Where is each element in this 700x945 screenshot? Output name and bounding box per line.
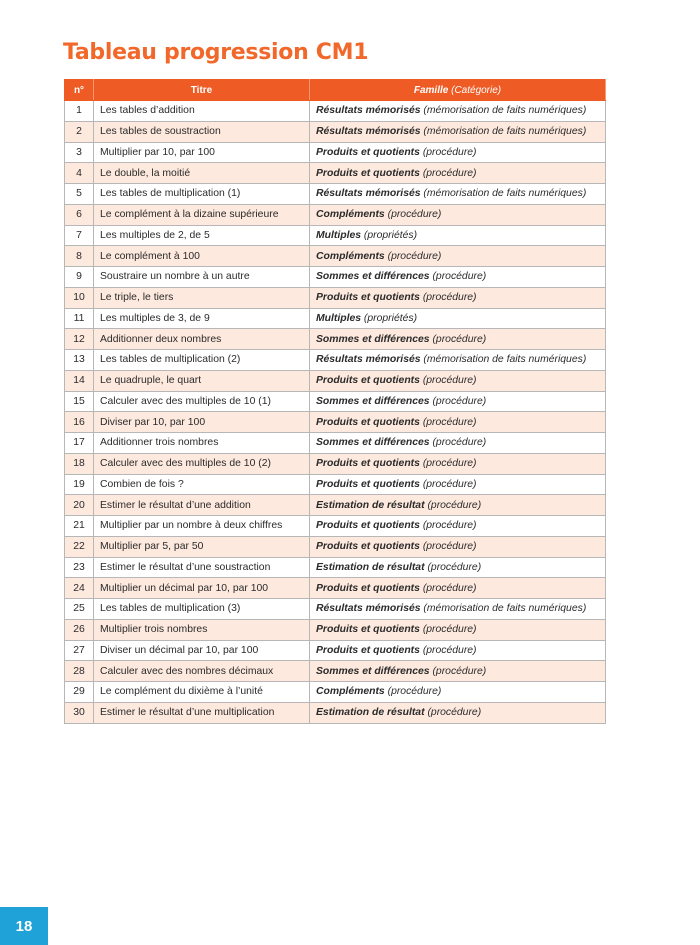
row-family-cell <box>310 578 606 599</box>
table-row <box>65 702 606 723</box>
table-row <box>65 682 606 703</box>
row-family-cell <box>310 121 606 142</box>
row-family-cell <box>310 640 606 661</box>
row-number: 17 <box>65 433 94 454</box>
row-family: Produits et quotients <box>316 375 420 387</box>
row-title: Multiplier par 5, par 50 <box>94 536 310 557</box>
row-number: 7 <box>65 225 94 246</box>
row-number: 28 <box>65 661 94 682</box>
page-title: Tableau progression CM1 <box>63 40 369 65</box>
row-category: (procédure) <box>422 375 477 387</box>
row-family: Compléments <box>316 209 385 221</box>
row-category: (mémorisation de faits numériques) <box>423 188 587 200</box>
row-number: 25 <box>65 599 94 620</box>
row-family-cell <box>310 204 606 225</box>
row-family-cell <box>310 101 606 122</box>
row-family-cell <box>310 682 606 703</box>
row-number: 1 <box>65 101 94 122</box>
row-number: 8 <box>65 246 94 267</box>
row-category: (procédure) <box>422 167 477 179</box>
row-category: (procédure) <box>422 541 477 553</box>
table-row <box>65 163 606 184</box>
row-family: Produits et quotients <box>316 167 420 179</box>
row-family-cell <box>310 619 606 640</box>
row-number: 14 <box>65 370 94 391</box>
row-category: (propriétés) <box>363 312 418 324</box>
row-family: Résultats mémorisés <box>316 126 421 138</box>
table-row <box>65 516 606 537</box>
row-family-cell <box>310 433 606 454</box>
row-family: Produits et quotients <box>316 520 420 532</box>
table-row <box>65 557 606 578</box>
row-family-cell <box>310 370 606 391</box>
row-family-cell <box>310 308 606 329</box>
row-number: 4 <box>65 163 94 184</box>
table-row <box>65 287 606 308</box>
row-number: 11 <box>65 308 94 329</box>
row-title: Estimer le résultat d’une soustraction <box>94 557 310 578</box>
row-family-cell <box>310 391 606 412</box>
row-family: Produits et quotients <box>316 458 420 470</box>
row-family: Multiples <box>316 312 362 324</box>
row-title: Le complément du dixième à l’unité <box>94 682 310 703</box>
table-row <box>65 391 606 412</box>
row-family-cell <box>310 329 606 350</box>
row-title: Additionner deux nombres <box>94 329 310 350</box>
row-title: Les tables d’addition <box>94 101 310 122</box>
row-title: Multiplier par un nombre à deux chiffres <box>94 516 310 537</box>
row-family: Produits et quotients <box>316 478 420 490</box>
row-family: Sommes et différences <box>316 395 430 407</box>
row-family-cell <box>310 184 606 205</box>
row-title: Les tables de soustraction <box>94 121 310 142</box>
row-family: Compléments <box>316 250 385 262</box>
row-number: 9 <box>65 267 94 288</box>
row-family-cell <box>310 163 606 184</box>
row-number: 20 <box>65 495 94 516</box>
row-title: Calculer avec des multiples de 10 (1) <box>94 391 310 412</box>
row-title: Calculer avec des nombres décimaux <box>94 661 310 682</box>
page-number: 18 <box>0 907 48 945</box>
row-family: Estimation de résultat <box>316 561 425 573</box>
table-row <box>65 536 606 557</box>
row-category: (procédure) <box>422 520 477 532</box>
row-family-cell <box>310 267 606 288</box>
row-number: 18 <box>65 453 94 474</box>
row-family-cell <box>310 350 606 371</box>
row-family: Sommes et différences <box>316 437 430 449</box>
row-title: Estimer le résultat d’une addition <box>94 495 310 516</box>
row-category: (procédure) <box>432 271 487 283</box>
row-number: 29 <box>65 682 94 703</box>
row-category: (procédure) <box>432 665 487 677</box>
table-row <box>65 184 606 205</box>
row-family: Produits et quotients <box>316 644 420 656</box>
row-family-cell <box>310 287 606 308</box>
row-number: 22 <box>65 536 94 557</box>
row-category: (procédure) <box>432 395 487 407</box>
row-category: (mémorisation de faits numériques) <box>423 126 587 138</box>
row-family: Produits et quotients <box>316 624 420 636</box>
row-family-cell <box>310 453 606 474</box>
row-family: Produits et quotients <box>316 416 420 428</box>
row-number: 16 <box>65 412 94 433</box>
row-title: Les tables de multiplication (2) <box>94 350 310 371</box>
table-row <box>65 121 606 142</box>
row-category: (procédure) <box>387 209 442 221</box>
row-category: (procédure) <box>422 458 477 470</box>
header-title: Titre <box>94 80 310 101</box>
row-title: Additionner trois nombres <box>94 433 310 454</box>
table-row <box>65 412 606 433</box>
row-number: 24 <box>65 578 94 599</box>
row-category: (procédure) <box>422 478 477 490</box>
row-family: Résultats mémorisés <box>316 354 421 366</box>
row-family: Estimation de résultat <box>316 707 425 719</box>
row-family-cell <box>310 142 606 163</box>
row-family-cell <box>310 599 606 620</box>
header-family <box>310 80 606 101</box>
table-header-row <box>65 80 606 101</box>
row-title: Le quadruple, le quart <box>94 370 310 391</box>
header-num: n° <box>65 80 94 101</box>
row-family-cell <box>310 702 606 723</box>
row-category: (propriétés) <box>363 229 418 241</box>
row-number: 2 <box>65 121 94 142</box>
table-row <box>65 619 606 640</box>
row-title: Les tables de multiplication (3) <box>94 599 310 620</box>
row-family-cell <box>310 516 606 537</box>
progression-table <box>64 79 606 724</box>
row-category: (procédure) <box>427 707 482 719</box>
table-row <box>65 495 606 516</box>
row-family: Produits et quotients <box>316 582 420 594</box>
table-row <box>65 640 606 661</box>
row-title: Multiplier par 10, par 100 <box>94 142 310 163</box>
row-family: Produits et quotients <box>316 541 420 553</box>
row-category: (procédure) <box>422 292 477 304</box>
row-family: Sommes et différences <box>316 333 430 345</box>
row-family: Sommes et différences <box>316 271 430 283</box>
row-number: 23 <box>65 557 94 578</box>
table-row <box>65 204 606 225</box>
row-number: 13 <box>65 350 94 371</box>
row-number: 3 <box>65 142 94 163</box>
table-row <box>65 101 606 122</box>
row-number: 6 <box>65 204 94 225</box>
row-category: (mémorisation de faits numériques) <box>423 603 587 615</box>
row-category: (procédure) <box>422 416 477 428</box>
table-row <box>65 578 606 599</box>
row-number: 10 <box>65 287 94 308</box>
row-title: Le double, la moitié <box>94 163 310 184</box>
row-family: Résultats mémorisés <box>316 603 421 615</box>
row-title: Diviser par 10, par 100 <box>94 412 310 433</box>
row-family: Estimation de résultat <box>316 499 425 511</box>
row-number: 27 <box>65 640 94 661</box>
row-family-cell <box>310 495 606 516</box>
row-category: (procédure) <box>422 644 477 656</box>
row-family-cell <box>310 474 606 495</box>
row-category: (procédure) <box>427 499 482 511</box>
row-number: 19 <box>65 474 94 495</box>
row-title: Multiplier trois nombres <box>94 619 310 640</box>
row-title: Les tables de multiplication (1) <box>94 184 310 205</box>
row-category: (mémorisation de faits numériques) <box>423 105 587 117</box>
row-category: (procédure) <box>387 686 442 698</box>
row-family-cell <box>310 225 606 246</box>
row-category: (procédure) <box>422 582 477 594</box>
row-family: Produits et quotients <box>316 146 420 158</box>
row-title: Combien de fois ? <box>94 474 310 495</box>
row-number: 26 <box>65 619 94 640</box>
row-family-cell <box>310 557 606 578</box>
row-category: (procédure) <box>422 146 477 158</box>
table-row <box>65 246 606 267</box>
row-family: Produits et quotients <box>316 292 420 304</box>
row-family-cell <box>310 536 606 557</box>
row-category: (procédure) <box>432 333 487 345</box>
table-row <box>65 308 606 329</box>
row-title: Le complément à 100 <box>94 246 310 267</box>
row-category: (procédure) <box>387 250 442 262</box>
row-category: (procédure) <box>432 437 487 449</box>
table-row <box>65 225 606 246</box>
row-title: Les multiples de 2, de 5 <box>94 225 310 246</box>
table-row <box>65 350 606 371</box>
table-row <box>65 474 606 495</box>
row-number: 30 <box>65 702 94 723</box>
header-family-label: Famille <box>413 84 449 96</box>
row-family: Résultats mémorisés <box>316 188 421 200</box>
row-title: Le complément à la dizaine supérieure <box>94 204 310 225</box>
row-number: 5 <box>65 184 94 205</box>
row-number: 12 <box>65 329 94 350</box>
row-family: Résultats mémorisés <box>316 105 421 117</box>
row-title: Multiplier un décimal par 10, par 100 <box>94 578 310 599</box>
row-family: Sommes et différences <box>316 665 430 677</box>
row-title: Calculer avec des multiples de 10 (2) <box>94 453 310 474</box>
row-family: Multiples <box>316 229 362 241</box>
table-row <box>65 329 606 350</box>
row-title: Les multiples de 3, de 9 <box>94 308 310 329</box>
row-category: (mémorisation de faits numériques) <box>423 354 587 366</box>
row-title: Estimer le résultat d’une multiplication <box>94 702 310 723</box>
header-category-label: (Catégorie) <box>451 84 502 96</box>
row-category: (procédure) <box>422 624 477 636</box>
row-family-cell <box>310 412 606 433</box>
table-row <box>65 433 606 454</box>
table-row <box>65 661 606 682</box>
row-category: (procédure) <box>427 561 482 573</box>
row-family: Compléments <box>316 686 385 698</box>
row-family-cell <box>310 661 606 682</box>
row-family-cell <box>310 246 606 267</box>
table-row <box>65 370 606 391</box>
row-title: Soustraire un nombre à un autre <box>94 267 310 288</box>
table-row <box>65 267 606 288</box>
row-title: Diviser un décimal par 10, par 100 <box>94 640 310 661</box>
row-number: 15 <box>65 391 94 412</box>
row-title: Le triple, le tiers <box>94 287 310 308</box>
row-number: 21 <box>65 516 94 537</box>
table-row <box>65 453 606 474</box>
table-row <box>65 142 606 163</box>
table-row <box>65 599 606 620</box>
